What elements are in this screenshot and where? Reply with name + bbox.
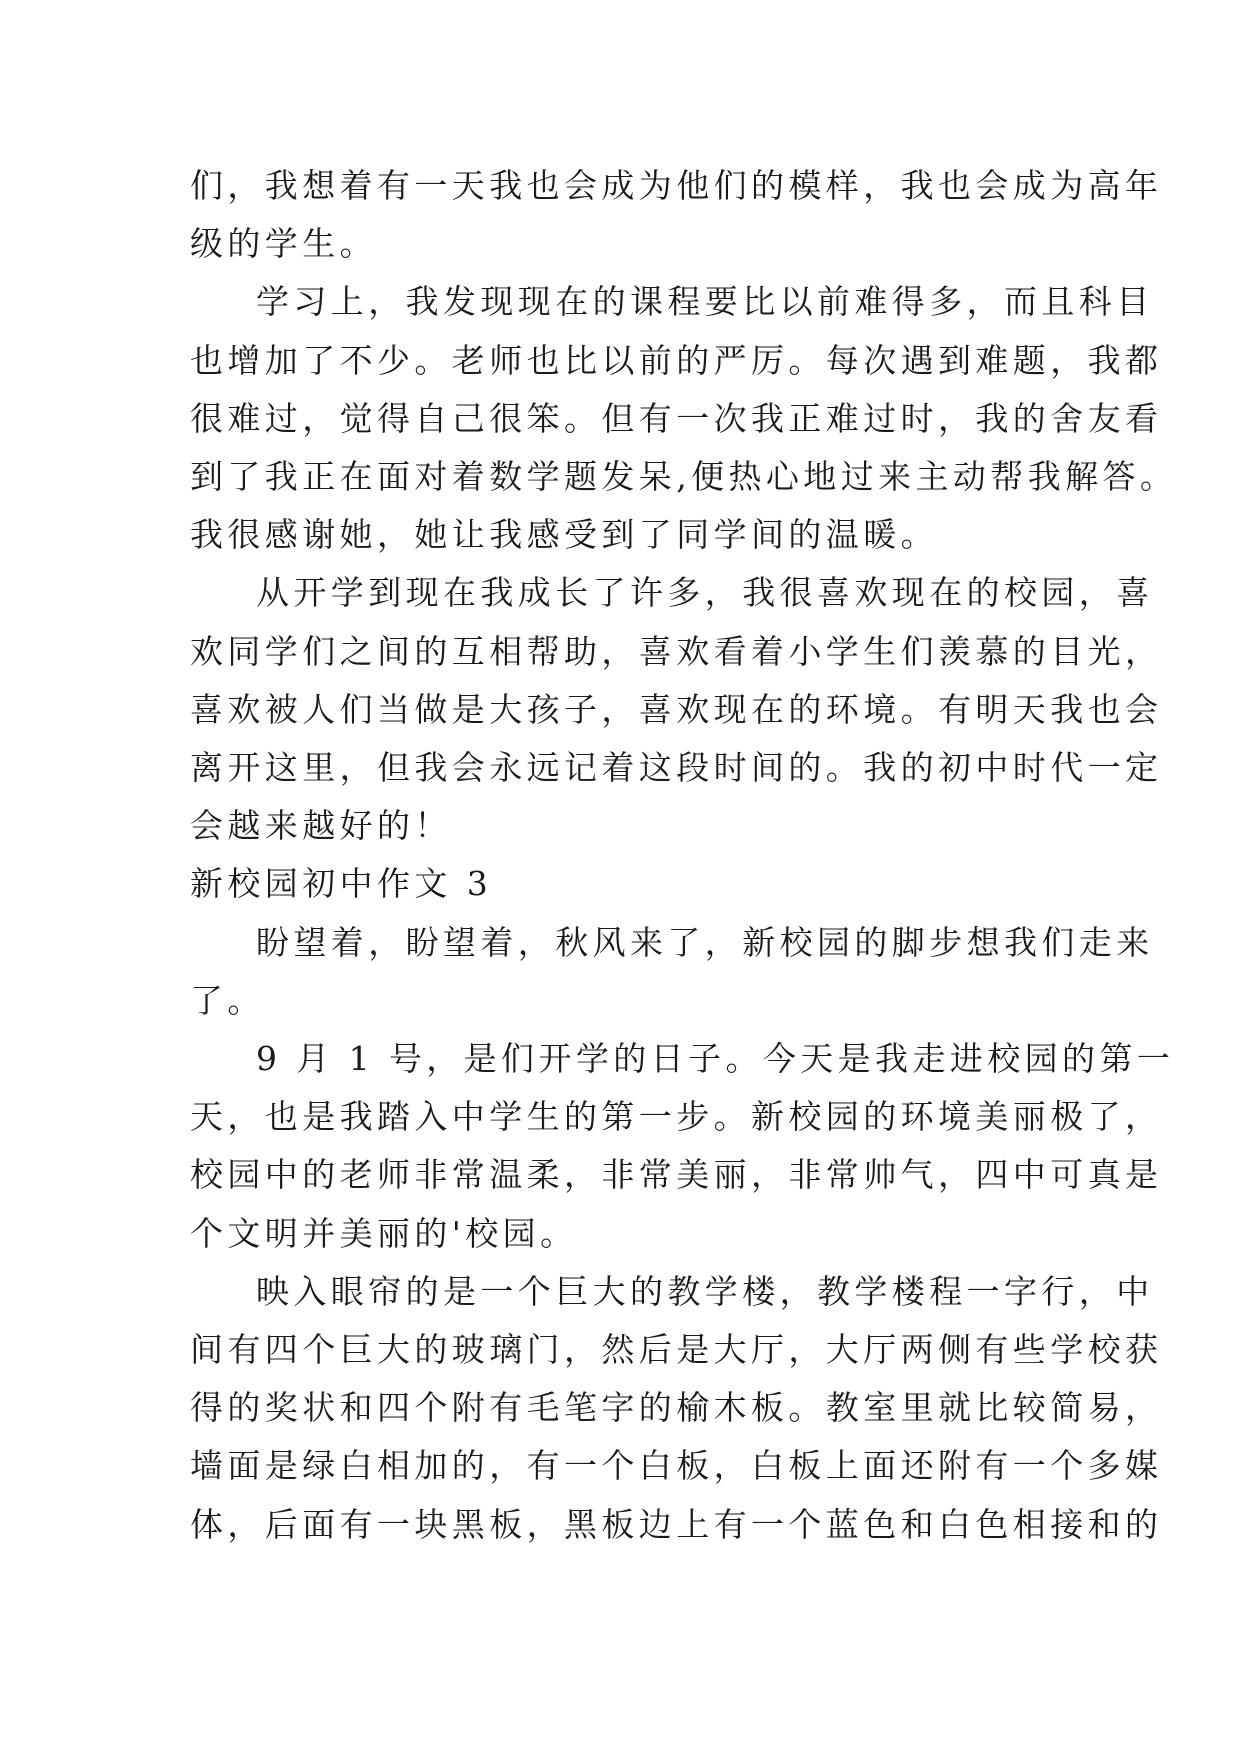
- paragraph-start-line: 9 月 1 号，是们开学的日子。今天是我走进校园的第一: [256, 1039, 1175, 1079]
- text-line: 很难过，觉得自己很笨。但有一次我正难过时，我的舍友看: [190, 398, 1163, 438]
- text-line: 间有四个巨大的玻璃门，然后是大厅，大厅两侧有些学校获: [190, 1330, 1163, 1370]
- text-line: 得的奖状和四个附有毛笔字的榆木板。教室里就比较简易，: [190, 1388, 1163, 1428]
- text-line: 也增加了不少。老师也比以前的严厉。每次遇到难题，我都: [190, 340, 1163, 380]
- text-line: 个文明并美丽的'校园。: [190, 1213, 578, 1253]
- text-line: 们，我想着有一天我也会成为他们的模样，我也会成为高年: [190, 166, 1163, 205]
- essay-text: [190, 157, 1178, 1554]
- paragraph-start-line: 映入眼帘的是一个巨大的教学楼，教学楼程一字行，中: [256, 1271, 1154, 1311]
- text-line: 欢同学们之间的互相帮助，喜欢看着小学生们羡慕的目光，: [190, 631, 1163, 671]
- text-line: 墙面是绿白相加的，有一个白板，白板上面还附有一个多媒: [190, 1446, 1163, 1486]
- paragraph-start-line: 从开学到现在我成长了许多，我很喜欢现在的校园，喜: [256, 573, 1154, 613]
- text-line: 离开这里，但我会永远记着这段时间的。我的初中时代一定: [190, 748, 1163, 788]
- text-line: 到了我正在面对着数学题发呆,便热心地过来主动帮我解答。: [190, 457, 1178, 497]
- paragraph-start-line: 盼望着，盼望着，秋风来了，新校园的脚步想我们走来: [256, 922, 1154, 962]
- text-line: 校园中的老师非常温柔，非常美丽，非常帅气，四中可真是: [190, 1155, 1163, 1195]
- text-line: 我很感谢她，她让我感受到了同学间的温暖。: [190, 515, 938, 555]
- text-line: 喜欢被人们当做是大孩子，喜欢现在的环境。有明天我也会: [190, 689, 1163, 729]
- text-line: 天，也是我踏入中学生的第一步。新校园的环境美丽极了，: [190, 1097, 1163, 1137]
- text-line: 体，后面有一块黑板，黑板边上有一个蓝色和白色相接和的: [190, 1504, 1163, 1544]
- text-line: 了。: [190, 980, 265, 1020]
- paragraph-start-line: 学习上，我发现现在的课程要比以前难得多，而且科目: [256, 282, 1154, 322]
- section-heading: 新校园初中作文 3: [190, 864, 493, 904]
- text-line: 会越来越好的！: [190, 806, 452, 846]
- text-line: 级的学生。: [190, 224, 377, 264]
